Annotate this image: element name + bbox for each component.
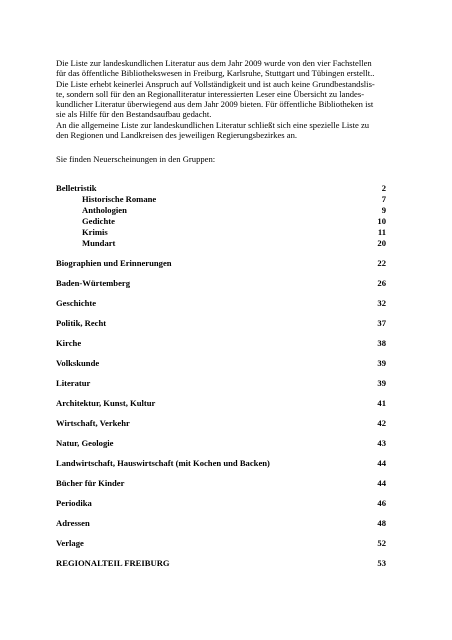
intro-line: Die Liste erhebt keinerlei Anspruch auf Vollständigkeit und ist auch keine Grundbestandslis-: [56, 78, 375, 89]
toc-entry-label: Natur, Geologie: [56, 438, 114, 448]
toc-entry-page-number: 46: [377, 498, 386, 508]
toc-entry-label: Baden-Würtemberg: [56, 278, 130, 288]
toc-entry-label: Historische Romane: [82, 194, 157, 204]
toc-entry-label: Mundart: [82, 238, 116, 248]
toc-entry-label: Gedichte: [82, 216, 115, 226]
toc-entry: [56, 258, 386, 269]
intro-line: An die allgemeine Liste zur landeskundlichen Literatur schließt sich eine spezielle Liste zu: [56, 119, 370, 130]
toc-entry: [56, 458, 386, 469]
toc-entry: [56, 238, 386, 249]
toc-entry-page-number: 11: [377, 227, 386, 237]
toc-entry: [56, 227, 386, 238]
toc-entry: [56, 538, 386, 549]
toc-entry: [56, 298, 386, 309]
toc-entry: [56, 398, 386, 409]
toc-entry: [56, 183, 386, 194]
toc-entry: [56, 358, 386, 369]
toc-entry: [56, 498, 386, 509]
toc-entry-page-number: 39: [377, 358, 386, 368]
toc-entry-label: Architektur, Kunst, Kultur: [56, 398, 156, 408]
toc-entry: [56, 338, 386, 349]
toc-entry-page-number: 44: [377, 458, 386, 468]
toc-entry: [56, 438, 386, 449]
toc-entry-label: Belletristik: [56, 183, 97, 193]
toc-entry: [56, 478, 386, 489]
intro-line: Die Liste zur landeskundlichen Literatur aus dem Jahr 2009 wurde von den vier Fachstellen: [56, 58, 372, 68]
toc-entry-page-number: 38: [377, 338, 386, 348]
intro-line: kundlicher Literatur überwiegend aus dem Jahr 2009 bieten. Für öffentliche Bibliotheken ist: [56, 99, 374, 110]
toc-entry-page-number: 44: [377, 478, 386, 488]
toc-entry-label: Politik, Recht: [56, 318, 107, 328]
toc-entry: [56, 418, 386, 429]
toc-entry-label: Wirtschaft, Verkehr: [56, 418, 130, 428]
toc-entry-label: REGIONALTEIL FREIBURG: [56, 558, 170, 568]
toc-entry: [56, 378, 386, 389]
intro-line: te, sondern soll für den an Regionalliteratur interessierten Leser eine Übersicht zu landes-: [56, 88, 365, 99]
table-of-contents: [56, 0, 386, 640]
toc-entry-page-number: 26: [377, 278, 386, 288]
toc-entry-label: Bücher für Kinder: [56, 478, 125, 488]
toc-entry-page-number: 20: [377, 238, 386, 248]
toc-entry-page-number: 42: [377, 418, 386, 428]
toc-entry-page-number: 39: [377, 378, 386, 388]
toc-entry-page-number: 2: [381, 183, 386, 193]
intro-line: sie als Hilfe für den Bestandsaufbau gedacht.: [56, 109, 212, 120]
toc-entry: [56, 205, 386, 216]
toc-entry-label: Landwirtschaft, Hauswirtschaft (mit Kochen und Backen): [56, 458, 270, 468]
toc-entry-page-number: 43: [377, 438, 386, 448]
intro-line: den Regionen und Landkreisen des jeweiligen Regierungsbezirkes an.: [56, 130, 298, 141]
toc-entry-page-number: 22: [377, 258, 386, 268]
intro-line: für das öffentliche Bibliothekswesen in Freiburg, Karlsruhe, Stuttgart und Tübingen erstellt..: [56, 68, 375, 79]
toc-entry: [56, 558, 386, 569]
toc-entry-label: Krimis: [82, 227, 108, 237]
toc-entry-page-number: 32: [377, 298, 386, 308]
toc-entry-label: Geschichte: [56, 298, 97, 308]
toc-entry: [56, 216, 386, 227]
toc-entry-page-number: 52: [377, 538, 386, 548]
toc-entry-label: Anthologien: [82, 205, 127, 215]
toc-entry-label: Adressen: [56, 518, 90, 528]
toc-entry-page-number: 7: [381, 194, 386, 204]
toc-entry-page-number: 9: [381, 205, 386, 215]
toc-entry-label: Verlage: [56, 538, 84, 548]
toc-entry: [56, 318, 386, 329]
toc-entry-label: Literatur: [56, 378, 91, 388]
toc-entry-page-number: 41: [377, 398, 386, 408]
toc-entry-label: Biographien und Erinnerungen: [56, 258, 172, 268]
toc-entry-page-number: 53: [377, 558, 386, 568]
toc-entry-label: Volkskunde: [56, 358, 100, 368]
groups-heading: Sie finden Neuerscheinungen in den Gruppen:: [56, 154, 216, 164]
toc-entry: [56, 194, 386, 205]
toc-entry-label: Kirche: [56, 338, 82, 348]
toc-entry-page-number: 10: [377, 216, 386, 226]
toc-entry-page-number: 48: [377, 518, 386, 528]
toc-entry: [56, 518, 386, 529]
toc-entry: [56, 278, 386, 289]
toc-entry-page-number: 37: [377, 318, 386, 328]
toc-entry-label: Periodika: [56, 498, 92, 508]
